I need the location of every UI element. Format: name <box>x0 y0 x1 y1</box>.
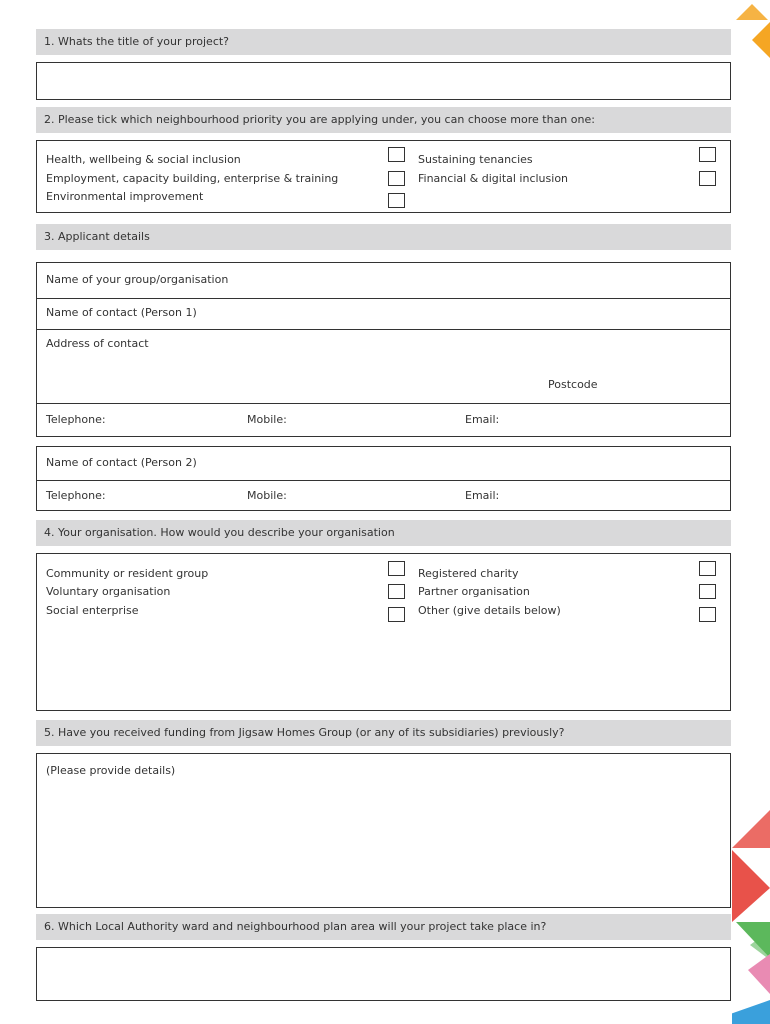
section-4-heading: 4. Your organisation. How would you describe your organisation <box>36 520 731 546</box>
mobile1-label: Mobile: <box>247 413 287 426</box>
priority-environment-label: Environmental improvement <box>46 190 204 203</box>
org-community-label: Community or resident group <box>46 567 209 580</box>
previous-funding-field[interactable] <box>36 753 731 908</box>
org-partner-label: Partner organisation <box>418 585 530 598</box>
priority-health-checkbox[interactable] <box>388 147 405 162</box>
org-social-enterprise-label: Social enterprise <box>46 604 139 617</box>
applicant-details-table <box>36 262 731 437</box>
email2-label: Email: <box>465 489 500 502</box>
org-charity-label: Registered charity <box>418 567 519 580</box>
org-partner-checkbox[interactable] <box>699 584 716 599</box>
org-voluntary-checkbox[interactable] <box>388 584 405 599</box>
section-1-heading: 1. Whats the title of your project? <box>36 29 731 55</box>
telephone1-label: Telephone: <box>46 413 106 426</box>
priority-environment-checkbox[interactable] <box>388 193 405 208</box>
organisation-type-group <box>36 553 731 711</box>
priority-financial-label: Financial & digital inclusion <box>418 172 569 185</box>
section-2-heading: 2. Please tick which neighbourhood priority you are applying under, you can choose more than one: <box>36 107 731 133</box>
priority-employment-label: Employment, capacity building, enterprise & training <box>46 172 339 185</box>
org-community-checkbox[interactable] <box>388 561 405 576</box>
org-name-label: Name of your group/organisation <box>46 273 229 286</box>
priority-tenancies-label: Sustaining tenancies <box>418 153 533 166</box>
contact2-table <box>36 446 731 511</box>
ward-area-field[interactable] <box>36 947 731 1001</box>
postcode-label: Postcode <box>548 378 598 391</box>
address-label: Address of contact <box>46 337 149 350</box>
org-voluntary-label: Voluntary organisation <box>46 585 171 598</box>
contact2-name-label: Name of contact (Person 2) <box>46 456 197 469</box>
section-6-heading: 6. Which Local Authority ward and neighbourhood plan area will your project take place in? <box>36 914 731 940</box>
org-other-label: Other (give details below) <box>418 604 561 617</box>
mobile2-label: Mobile: <box>247 489 287 502</box>
telephone2-label: Telephone: <box>46 489 106 502</box>
org-other-checkbox[interactable] <box>699 607 716 622</box>
multicolor-triangle-decoration <box>732 810 770 1024</box>
email1-label: Email: <box>465 413 500 426</box>
priority-checkbox-group <box>36 140 731 213</box>
priority-tenancies-checkbox[interactable] <box>699 147 716 162</box>
priority-health-label: Health, wellbeing & social inclusion <box>46 153 241 166</box>
priority-employment-checkbox[interactable] <box>388 171 405 186</box>
orange-triangle-decoration <box>728 0 770 60</box>
section-3-heading: 3. Applicant details <box>36 224 731 250</box>
org-charity-checkbox[interactable] <box>699 561 716 576</box>
section-5-heading: 5. Have you received funding from Jigsaw Homes Group (or any of its subsidiaries) previously? <box>36 720 731 746</box>
priority-financial-checkbox[interactable] <box>699 171 716 186</box>
funding-details-label: (Please provide details) <box>46 764 176 777</box>
project-title-field[interactable] <box>36 62 731 100</box>
org-social-enterprise-checkbox[interactable] <box>388 607 405 622</box>
contact1-name-label: Name of contact (Person 1) <box>46 306 197 319</box>
